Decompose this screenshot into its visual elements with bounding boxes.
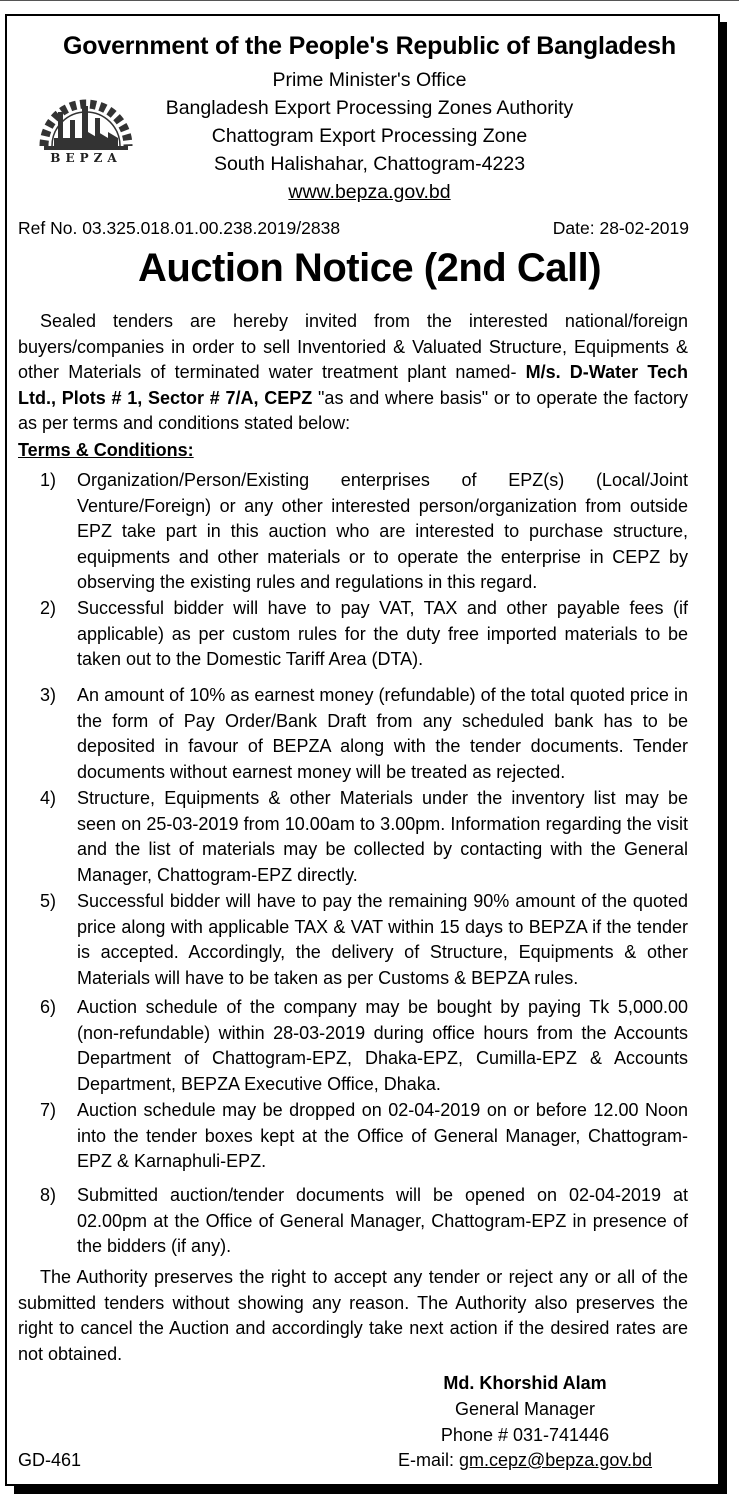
gd-code: GD-461 bbox=[18, 1450, 82, 1470]
logo-text: BEPZA bbox=[50, 151, 122, 165]
intro-paragraph bbox=[18, 309, 688, 437]
term-number: 4) bbox=[40, 788, 57, 808]
government-title: Government of the People's Republic of Bangladesh bbox=[63, 32, 676, 60]
intro-company-name: M/s. D-Water Tech Ltd., Plots # 1, Sector # 7/A, CEPZ bbox=[18, 362, 688, 408]
address-line: South Halishahar, Chattogram-4223 bbox=[213, 153, 526, 175]
term-item bbox=[18, 1183, 688, 1260]
terms-heading: Terms & Conditions: bbox=[18, 440, 194, 460]
website-link[interactable]: www.bepza.gov.bd bbox=[288, 181, 451, 203]
term-number: 3) bbox=[40, 685, 57, 705]
signatory-phone: Phone # 031-741446 bbox=[440, 1425, 610, 1445]
term-item bbox=[18, 468, 688, 596]
term-number: 5) bbox=[40, 891, 57, 911]
signatory-email bbox=[380, 1447, 670, 1473]
signatory-name: Md. Khorshid Alam bbox=[443, 1373, 607, 1393]
term-number: 2) bbox=[40, 598, 57, 618]
top-rule bbox=[0, 0, 739, 1]
term-number: 6) bbox=[40, 997, 57, 1017]
term-text: Organization/Person/Existing enterprises of EPZ(s) (Local/Joint Venture/Foreign) or any other interested person/organization from outside EPZ take part in this auction who are interested to purchase structure, equipments and other materials or to operate the enterprise in CEPZ by observing the existing rules and regulations in this regard. bbox=[77, 470, 688, 592]
frame-shadow-right bbox=[720, 22, 727, 1494]
zone-line: Chattogram Export Processing Zone bbox=[211, 125, 528, 147]
term-item bbox=[18, 995, 688, 1097]
email-label: E-mail: bbox=[397, 1450, 459, 1470]
term-text: Auction schedule may be dropped on 02-04-2019 on or before 12.00 Noon into the tender boxes kept at the Office of General Manager, Chattogram-EPZ & Karnaphuli-EPZ. bbox=[77, 1100, 688, 1171]
term-text: An amount of 10% as earnest money (refundable) of the total quoted price in the form of Pay Order/Bank Draft from any scheduled bank has to be deposited in favour of BEPZA along with the tender documents. Tender documents without earnest money will be treated as rejected. bbox=[77, 685, 688, 782]
closing-paragraph: The Authority preserves the right to accept any tender or reject any or all of the submitted tenders without showing any reason. The Authority also preserves the right to cancel the Auction and accordingly take next action if the desired rates are not obtained. bbox=[18, 1267, 688, 1364]
term-item bbox=[18, 889, 688, 991]
intro-text-start: Sealed tenders are hereby invited from the interested national/foreign buyers/companies in order to sell Inventoried & Valuated Structure, Equipments & other Materials of terminated water treatment plant named- bbox=[18, 311, 688, 382]
notice-title: Auction Notice (2nd Call) bbox=[137, 246, 602, 290]
term-number: 8) bbox=[40, 1185, 57, 1205]
term-number: 1) bbox=[40, 470, 57, 490]
office-line: Prime Minister's Office bbox=[272, 69, 467, 91]
signatory-position: General Manager bbox=[454, 1399, 596, 1419]
term-text: Structure, Equipments & other Materials under the inventory list may be seen on 25-03-2019 from 10.00am to 3.00pm. Information regarding the visit and the list of materials may be collected by contacting with the General Manager, Chattogram-EPZ directly. bbox=[77, 788, 688, 885]
intro-text-end: "as and where basis" or to operate the factory as per terms and conditions stated below: bbox=[18, 387, 688, 433]
term-item bbox=[18, 786, 688, 888]
term-item bbox=[18, 683, 688, 785]
term-text: Submitted auction/tender documents will be opened on 02-04-2019 at 02.00pm at the Office of General Manager, Chattogram-EPZ in presence of the bidders (if any). bbox=[77, 1185, 688, 1256]
term-item bbox=[18, 596, 688, 673]
term-number: 7) bbox=[40, 1100, 57, 1120]
term-text: Successful bidder will have to pay the remaining 90% amount of the quoted price along with applicable TAX & VAT within 15 days to BEPZA if the tender is accepted. Accordingly, the delivery of Structure, Equipments & other Materials will have to be taken as per Customs & BEPZA rules. bbox=[77, 891, 688, 988]
term-text: Successful bidder will have to pay VAT, TAX and other payable fees (if applicable) as per custom rules for the duty free imported materials to be taken out to the Domestic Tariff Area (DTA). bbox=[77, 598, 688, 669]
term-item bbox=[18, 1098, 688, 1175]
email-link[interactable]: gm.cepz@bepza.gov.bd bbox=[458, 1450, 653, 1470]
authority-line: Bangladesh Export Processing Zones Authority bbox=[165, 97, 574, 119]
term-text: Auction schedule of the company may be bought by paying Tk 5,000.00 (non-refundable) within 28-03-2019 during office hours from the Accounts Department of Chattogram-EPZ, Dhaka-EPZ, Cumilla-EPZ & Accounts Department, BEPZA Executive Office, Dhaka. bbox=[77, 997, 688, 1094]
reference-number: Ref No. 03.325.018.01.00.238.2019/2838 bbox=[18, 218, 341, 238]
notice-date: Date: 28-02-2019 bbox=[552, 218, 689, 238]
